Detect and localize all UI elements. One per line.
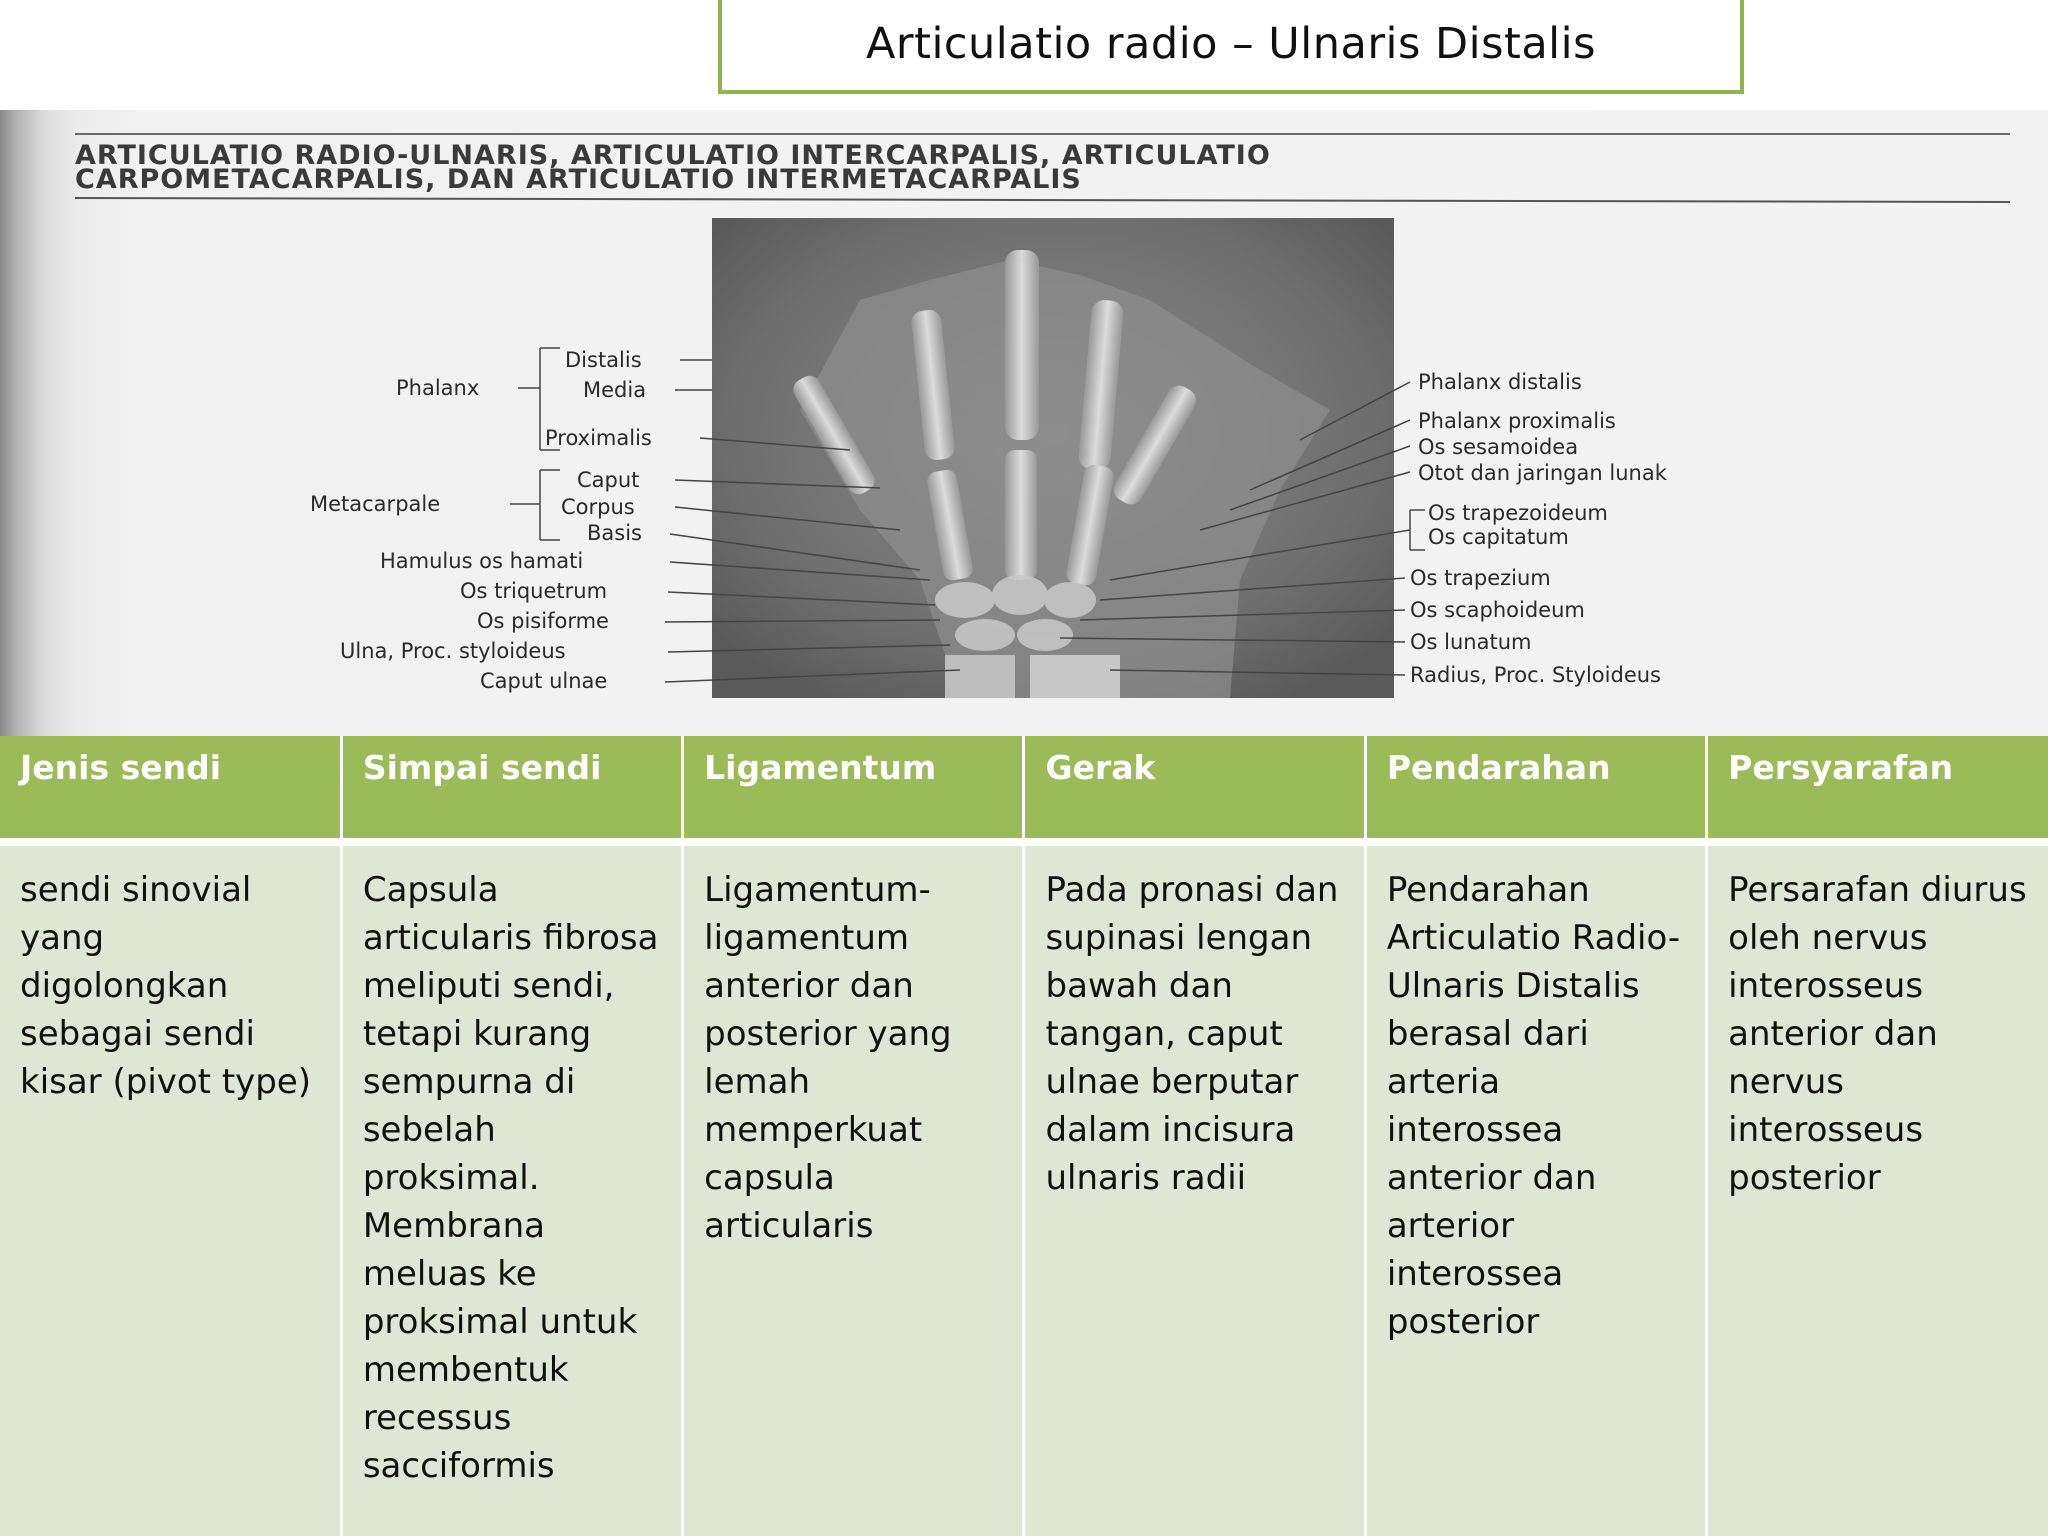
label-phalanx: Phalanx (396, 376, 480, 400)
label-hamulus: Hamulus os hamati (380, 549, 584, 573)
label-sesamoidea: Os sesamoidea (1418, 435, 1579, 459)
cell-gerak: Pada pronasi dan supinasi lengan bawah dan tangan, caput ulnae berputar dalam incisura ulnaris radii (1024, 842, 1365, 1536)
label-caput-ulnae: Caput ulnae (480, 669, 608, 693)
xray-figure (0, 110, 2048, 736)
label-triquetrum: Os triquetrum (460, 579, 608, 603)
label-trapezoideum: Os trapezoideum (1428, 501, 1608, 525)
label-proximalis: Proximalis (545, 426, 652, 450)
table-row (0, 842, 2048, 1536)
label-basis: Basis (587, 521, 642, 545)
label-phalanx-distalis: Phalanx distalis (1418, 370, 1582, 394)
header-ligamentum: Ligamentum (683, 736, 1024, 842)
cell-ligamentum: Ligamentum-ligamentum anterior dan posterior yang lemah memperkuat capsula articularis (683, 842, 1024, 1536)
slide-title-box (718, 0, 1744, 94)
label-media: Media (583, 378, 647, 402)
header-jenis-sendi: Jenis sendi (0, 736, 341, 842)
label-lunatum: Os lunatum (1410, 630, 1532, 654)
label-scaphoideum: Os scaphoideum (1410, 598, 1585, 622)
table-header-row (0, 736, 2048, 842)
cell-pendarahan: Pendarahan Articulatio Radio-Ulnaris Distalis berasal dari arteria interossea anterior dan arterior interossea posterior (1365, 842, 1706, 1536)
label-otot: Otot dan jaringan lunak (1418, 461, 1667, 485)
label-phalanx-proximalis: Phalanx proximalis (1418, 409, 1616, 433)
scan-heading-line1: ARTICULATIO RADIO-ULNARIS, ARTICULATIO INTERCARPALIS, ARTICULATIO (75, 140, 1271, 171)
label-trapezium: Os trapezium (1410, 566, 1551, 590)
scanned-textbook-figure (0, 110, 2048, 736)
heading-rule-bottom (75, 198, 2010, 202)
label-capitatum: Os capitatum (1428, 525, 1569, 549)
slide-title: Articulatio radio – Ulnaris Distalis (866, 19, 1596, 69)
header-gerak: Gerak (1024, 736, 1365, 842)
cell-simpai-sendi: Capsula articularis fibrosa meliputi sendi, tetapi kurang sempurna di sebelah proksimal. Membrana meluas ke proksimal untuk membentuk recessus sacciformis (341, 842, 682, 1536)
scan-heading-line2: CARPOMETACARPALIS, DAN ARTICULATIO INTERMETACARPALIS (75, 164, 1082, 195)
label-pisiforme: Os pisiforme (477, 609, 609, 633)
label-corpus: Corpus (561, 495, 635, 519)
hand-xray-image (712, 218, 1394, 698)
header-pendarahan: Pendarahan (1365, 736, 1706, 842)
label-distalis: Distalis (565, 348, 642, 372)
header-simpai-sendi: Simpai sendi (341, 736, 682, 842)
joint-info-table (0, 736, 2048, 1536)
cell-persyarafan: Persarafan diurus oleh nervus interosseus anterior dan nervus interosseus posterior (1707, 842, 2048, 1536)
label-metacarpale: Metacarpale (310, 492, 441, 516)
label-radius-styloid: Radius, Proc. Styloideus (1410, 663, 1661, 687)
label-caput: Caput (577, 468, 640, 492)
label-ulna-styloid: Ulna, Proc. styloideus (340, 639, 566, 663)
header-persyarafan: Persyarafan (1707, 736, 2048, 842)
cell-jenis-sendi: sendi sinovial yang digolongkan sebagai sendi kisar (pivot type) (0, 842, 341, 1536)
